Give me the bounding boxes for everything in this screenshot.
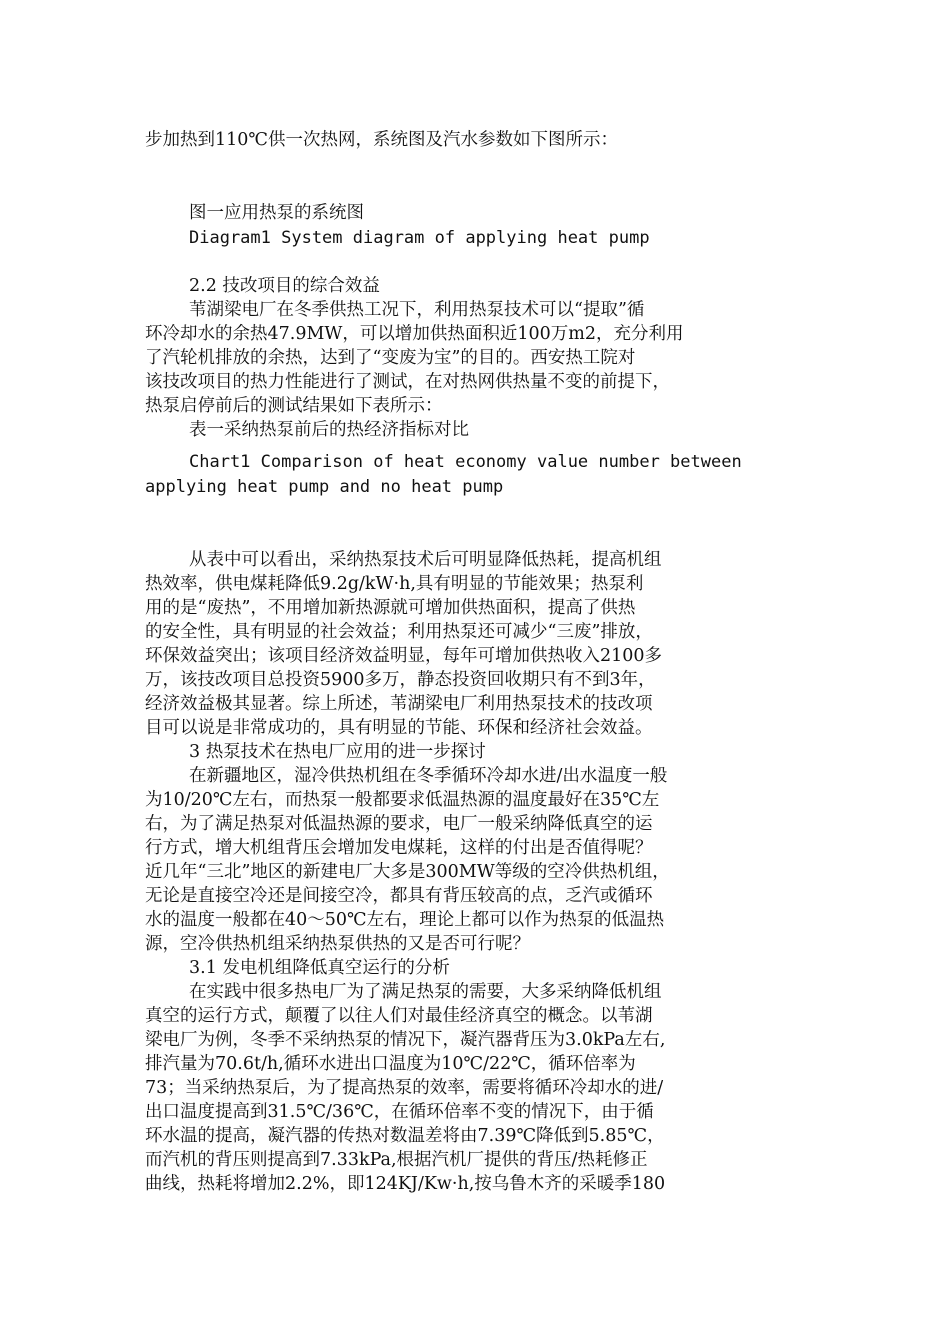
text-line: 步加热到110℃供一次热网，系统图及汽水参数如下图所示：	[145, 130, 618, 150]
text-line: 梁电厂为例，冬季不采纳热泵的情况下，凝汽器背压为3.0kPa左右,	[145, 1030, 666, 1050]
text-line: 排汽量为70.6t/h,循环水进出口温度为10℃/22℃，循环倍率为	[145, 1054, 636, 1074]
text-line: 在新疆地区，湿冷供热机组在冬季循环冷却水进/出水温度一般	[189, 766, 668, 786]
text-line: 热效率，供电煤耗降低9.2g/kW·h,具有明显的节能效果；热泵利	[145, 574, 644, 594]
text-line: 环保效益突出；该项目经济效益明显，每年可增加供热收入2100多	[145, 646, 663, 666]
text-line: 水的温度一般都在40～50℃左右，理论上都可以作为热泵的低温热	[145, 910, 665, 930]
text-line: 为10/20℃左右，而热泵一般都要求低温热源的温度最好在35℃左	[145, 790, 660, 810]
text-line: 经济效益极其显著。综上所述，苇湖梁电厂利用热泵技术的技改项	[145, 694, 653, 714]
text-line: 73；当采纳热泵后，为了提高热泵的效率，需要将循环冷却水的进/	[145, 1078, 664, 1098]
text-line: 右，为了满足热泵对低温热源的要求，电厂一般采纳降低真空的运	[145, 814, 653, 834]
text-line: 近几年“三北”地区的新建电厂大多是300MW等级的空冷供热机组，	[145, 862, 670, 882]
text-line: 出口温度提高到31.5℃/36℃，在循环倍率不变的情况下，由于循	[145, 1102, 654, 1122]
text-line: 从表中可以看出，采纳热泵技术后可明显降低热耗，提高机组	[189, 550, 662, 570]
figure-caption-en: Diagram1 System diagram of applying heat pump	[189, 228, 650, 248]
text-line: 目可以说是非常成功的，具有明显的节能、环保和经济社会效益。	[145, 718, 653, 738]
text-line: 行方式，增大机组背压会增加发电煤耗，这样的付出是否值得呢？	[145, 838, 653, 858]
text-line: 曲线，热耗将增加2.2%，即124KJ/Kw·h,按乌鲁木齐的采暖季180	[145, 1174, 666, 1194]
text-line: 在实践中很多热电厂为了满足热泵的需要，大多采纳降低机组	[189, 982, 662, 1002]
text-line: 而汽机的背压则提高到7.33kPa,根据汽机厂提供的背压/热耗修正	[145, 1150, 648, 1170]
text-line: 该技改项目的热力性能进行了测试，在对热网供热量不变的前提下，	[145, 372, 670, 392]
text-line: 的安全性，具有明显的社会效益；利用热泵还可减少“三废”排放，	[145, 622, 653, 642]
text-line: 万，该技改项目总投资5900多万，静态投资回收期只有不到3年，	[145, 670, 656, 690]
text-line: 用的是“废热”，不用增加新热源就可增加供热面积，提高了供热	[145, 598, 636, 618]
text-line: 无论是直接空冷还是间接空冷，都具有背压较高的点，乏汽或循环	[145, 886, 653, 906]
figure-caption-zh: 图一应用热泵的系统图	[189, 203, 364, 223]
section-heading: 2.2 技改项目的综合效益	[189, 276, 380, 296]
text-line: 热泵启停前后的测试结果如下表所示：	[145, 396, 443, 416]
text-line: 源，空冷供热机组采纳热泵供热的又是否可行呢？	[145, 934, 530, 954]
table-caption-zh: 表一采纳热泵前后的热经济指标对比	[189, 420, 469, 440]
text-line: 了汽轮机排放的余热，达到了“变废为宝”的目的。西安热工院对	[145, 348, 636, 368]
table-caption-en: applying heat pump and no heat pump	[145, 477, 504, 497]
text-line: 环冷却水的余热47.9MW，可以增加供热面积近100万m2，充分利用	[145, 324, 684, 344]
text-line: 真空的运行方式，颠覆了以往人们对最佳经济真空的概念。以苇湖	[145, 1006, 653, 1026]
table-caption-en: Chart1 Comparison of heat economy value number between	[189, 452, 742, 472]
section-heading: 3.1 发电机组降低真空运行的分析	[189, 958, 450, 978]
section-heading: 3 热泵技术在热电厂应用的进一步探讨	[189, 742, 486, 762]
text-line: 环水温的提高，凝汽器的传热对数温差将由7.39℃降低到5.85℃，	[145, 1126, 665, 1146]
text-line: 苇湖梁电厂在冬季供热工况下，利用热泵技术可以“提取”循	[189, 300, 645, 320]
